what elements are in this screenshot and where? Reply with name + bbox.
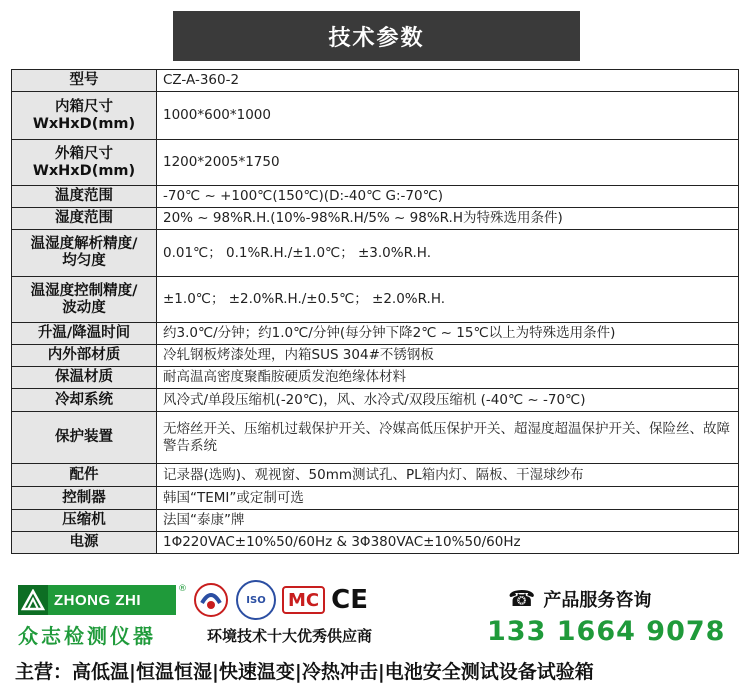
table-row — [12, 323, 739, 345]
supplier-award-text: 环境技术十大优秀供应商 — [207, 627, 373, 645]
certification-logos — [192, 580, 368, 620]
spec-value: 耐高温高密度聚酯胺硬质发泡绝缘体材料 — [157, 367, 739, 389]
table-row — [12, 464, 739, 487]
company-logo — [18, 585, 176, 615]
spec-value: CZ-A-360-2 — [157, 70, 739, 92]
spec-key: 电源 — [12, 532, 157, 554]
spec-value: 风冷式/单段压缩机(-20℃)，风、水冷式/双段压缩机 (-40℃ ~ -70℃) — [157, 389, 739, 412]
spec-value: 无熔丝开关、压缩机过载保护开关、冷媒高低压保护开关、超湿度超温保护开关、保险丝、故障警告系统 — [157, 412, 739, 464]
spec-key-line1: 温湿度解析精度/ — [30, 236, 138, 252]
spec-key: 冷却系统 — [12, 389, 157, 412]
spec-value: 1000*600*1000 — [157, 92, 739, 140]
table-row — [12, 140, 739, 186]
leaf-icon — [21, 589, 45, 611]
spec-key-line1: 外箱尺寸 — [55, 145, 113, 162]
spec-value: 0.01℃； 0.1%R.H./±1.0℃； ±3.0%R.H. — [157, 230, 739, 277]
spec-key-line1: 温湿度控制精度/ — [30, 282, 138, 299]
cmc-icon: MC — [282, 586, 325, 614]
spec-key: 内外部材质 — [12, 345, 157, 367]
spec-key-line2: 均匀度 — [62, 253, 106, 269]
spec-key: 压缩机 — [12, 510, 157, 532]
table-row — [12, 277, 739, 323]
spec-key: 湿度范围 — [12, 208, 157, 230]
spec-value: 20% ~ 98%R.H.(10%-98%R.H/5% ~ 98%R.H为特殊选用条件) — [157, 208, 739, 230]
spec-key — [12, 277, 157, 323]
table-row — [12, 186, 739, 208]
table-row — [12, 208, 739, 230]
spec-key — [12, 92, 157, 140]
spec-key: 配件 — [12, 464, 157, 487]
table-row — [12, 345, 739, 367]
registered-mark: ® — [178, 584, 187, 594]
spec-value: 1200*2005*1750 — [157, 140, 739, 186]
page-title: 技术参数 — [173, 11, 580, 61]
service-hotline-label — [508, 586, 651, 612]
phone-icon: ☎ — [508, 586, 536, 612]
spec-key: 控制器 — [12, 487, 157, 510]
spec-value: 约3.0℃/分钟；约1.0℃/分钟(每分钟下降2℃ ~ 15℃以上为特殊选用条件) — [157, 323, 739, 345]
spec-table — [11, 69, 739, 554]
spec-key: 升温/降温时间 — [12, 323, 157, 345]
table-row — [12, 70, 739, 92]
phone-number[interactable]: 133 1664 9078 — [487, 616, 726, 647]
spec-value: 法国“泰康”牌 — [157, 510, 739, 532]
main-business-text: 主营：高低温|恒温恒湿|快速温变|冷热冲击|电池安全测试设备试验箱 — [15, 661, 594, 683]
ce-mark-icon: CE — [331, 585, 368, 615]
quality-seal-icon — [192, 581, 230, 619]
logo-mark-icon — [18, 585, 48, 615]
table-row — [12, 532, 739, 554]
spec-key — [12, 230, 157, 277]
footer — [0, 572, 750, 700]
spec-value: 韩国“TEMI”或定制可选 — [157, 487, 739, 510]
table-row — [12, 412, 739, 464]
logo-text-en: ZHONG ZHI — [54, 591, 141, 609]
spec-value: 1Φ220VAC±10%50/60Hz & 3Φ380VAC±10%50/60Hz — [157, 532, 739, 554]
logo-text-cn: 众志检测仪器 — [18, 624, 156, 648]
spec-key: 保温材质 — [12, 367, 157, 389]
table-row — [12, 230, 739, 277]
table-row — [12, 389, 739, 412]
table-row — [12, 367, 739, 389]
spec-value: 冷轧钢板烤漆处理，内箱SUS 304#不锈钢板 — [157, 345, 739, 367]
spec-key: 保护装置 — [12, 412, 157, 464]
spec-value: 记录器(选购)、观视窗、50mm测试孔、PL箱内灯、隔板、干湿球纱布 — [157, 464, 739, 487]
table-row — [12, 510, 739, 532]
spec-key — [12, 140, 157, 186]
service-label-text: 产品服务咨询 — [543, 590, 652, 611]
table-row — [12, 487, 739, 510]
iso-icon: ISO — [236, 580, 276, 620]
table-row — [12, 92, 739, 140]
spec-key: 型号 — [12, 70, 157, 92]
spec-key-line2: 波动度 — [62, 299, 106, 316]
spec-value: -70℃ ~ +100℃(150℃)(D:-40℃ G:-70℃) — [157, 186, 739, 208]
spec-key-line1: 内箱尺寸 — [55, 98, 113, 115]
spec-value: ±1.0℃； ±2.0%R.H./±0.5℃； ±2.0%R.H. — [157, 277, 739, 323]
spec-key-line2: WxHxD(mm) — [32, 162, 136, 179]
spec-key: 温度范围 — [12, 186, 157, 208]
spec-key-line2: WxHxD(mm) — [32, 115, 136, 132]
